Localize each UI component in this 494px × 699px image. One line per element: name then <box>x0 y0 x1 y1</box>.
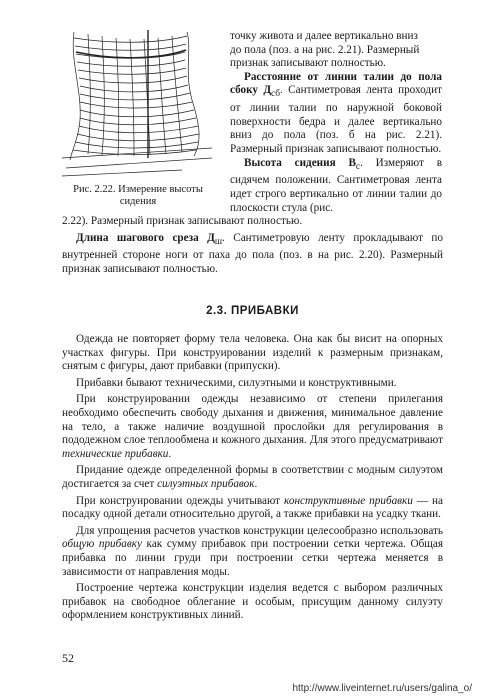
wireframe-body-illustration <box>62 30 212 178</box>
sitting-height-figure <box>62 30 212 178</box>
right-column-text <box>230 30 442 215</box>
sitting-height-heading: Высота сидения В <box>244 156 356 169</box>
side-distance-heading: Расстояние от линии талии до пола сбоку Д <box>230 70 442 97</box>
section-title: 2.3. ПРИБАВКИ <box>206 305 299 317</box>
silhouette-allowances-term: силуэтных прибавок <box>157 477 255 490</box>
paragraph-7: Построение чертежа конструкции изделия ведется с выбором различных прибавок на свободное облегание и особым, присущим данному силуэту оформлением конструктивных линий. <box>62 582 443 622</box>
constructive-allowances-term: конструктивные прибавки <box>284 494 413 507</box>
side-distance-paragraph: Расстояние от линии талии до пола сбоку $Д_{сб}$. Сантиметровая лента проходит от линии талии по наружной боковой поверхности бедра и далее вертикально вниз до пола (поз. б на рис. 2.21). Размерный признак записывают полностью. <box>230 70 442 155</box>
figure-caption: Рис. 2.22. Измерение высоты сидения <box>73 184 203 207</box>
paragraph-4: Придание одежде определенной формы в соответствии с модным силуэтом достигается за счет силуэтных прибавок. <box>62 464 443 490</box>
paragraph-5: При конструировании одежды учитывают конструктивные прибавки — на посадку одной детали относительно другой, а также прибавки на усадку ткани. <box>62 494 443 521</box>
continuation-line: признак записывают полностью. <box>230 57 386 70</box>
paragraph-3: При конструировании одежды независимо от степени прилегания необходимо обеспечить свободу дыхания и движения, минимальное давление на тело, а также наличие воздушной прослойки для регулирования в пододежном слое теплообмена и кожного дыхания. Для этого предусматривают технические прибавки. <box>62 393 443 460</box>
paragraph-1: Одежда не повторяет форму тела человека. Она как бы висит на опорных участках фигуры. При конструировании изделий к размерным признакам, снятым с фигуры, дают прибавки (припуски). <box>62 333 443 373</box>
continuation-line: до пола (поз. а на рис. 2.21). Размерный <box>230 43 420 56</box>
section-body <box>62 333 443 626</box>
page-number: 52 <box>62 651 74 665</box>
watermark-url: http://www.liveinternet.ru/users/galina_o/ <box>292 683 472 694</box>
technical-allowances-term: технические прибавки <box>62 447 169 460</box>
continuation-line: точку живота и далее вертикально вниз <box>230 30 418 42</box>
sitting-height-continuation: 2.22). Размерный признак записывают полностью. <box>62 215 303 227</box>
sitting-height-paragraph: Высота сидения $В_с$. Измеряют в сидячем положении. Сантиметровая лента идет строго вертикально от линии талии до плоскости стула (рис. <box>230 156 442 214</box>
general-allowance-term: общую прибавку <box>62 538 142 551</box>
paragraph-2: Прибавки бывают техническими, силуэтными и конструктивными. <box>76 376 397 389</box>
paragraph-6: Для упрощения расчетов участков конструкции целесообразно использовать общую прибавку как сумму прибавок при построении сетки чертежа. Общая прибавка по линии груди при построении сетки чертежа меняется в зависимости от направления моды. <box>62 524 444 578</box>
full-width-top-text <box>62 215 443 280</box>
inseam-paragraph: Длина шагового среза $Д_ш$. Сантиметровую ленту прокладывают по внутренней стороне ноги от паха до пола (поз. в на рис. 2.20). Размерный признак записывают полностью. <box>62 231 443 276</box>
inseam-heading: Длина шагового среза Д <box>76 231 215 244</box>
